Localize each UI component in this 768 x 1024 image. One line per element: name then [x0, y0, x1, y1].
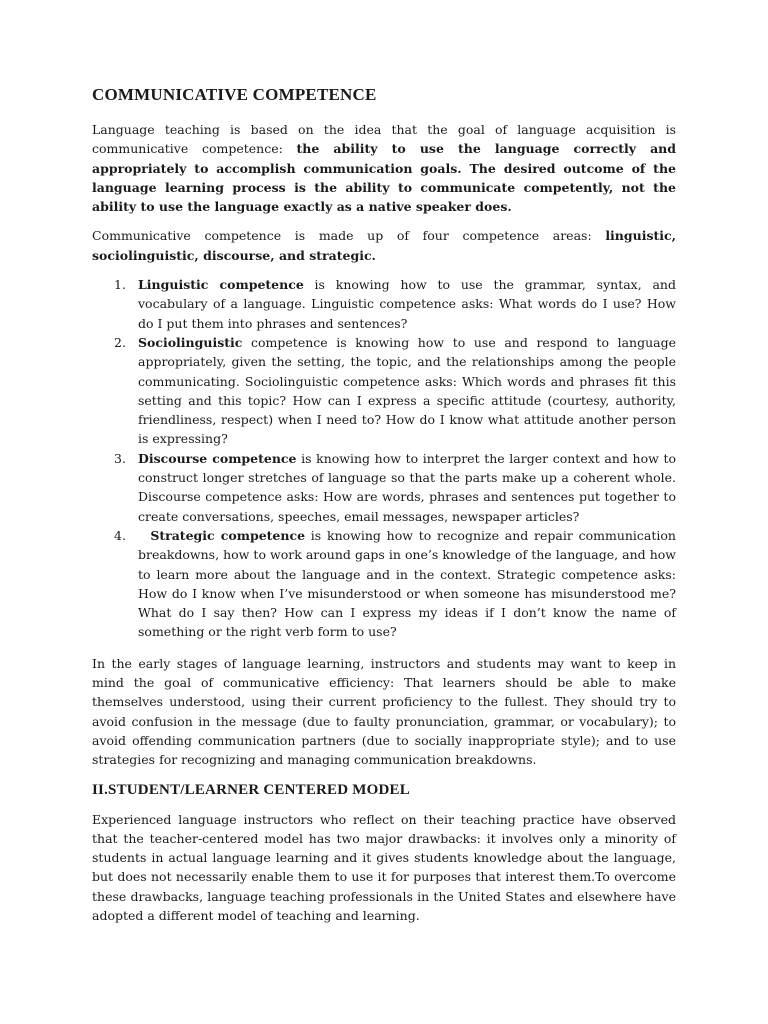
page-title: COMMUNICATIVE COMPETENCE: [92, 85, 377, 104]
areas-bold-text: linguistic, sociolinguistic, discourse, and strategic.: [92, 228, 676, 263]
list-item-strategic: [114, 526, 676, 642]
list-item-term: Discourse competence: [138, 450, 297, 466]
list-item-number: 2.: [114, 334, 126, 350]
list-item-discourse: [114, 449, 677, 526]
list-item-number: 3.: [114, 450, 126, 466]
list-item-linguistic: [114, 275, 676, 333]
list-item-number: 4.: [114, 527, 126, 543]
areas-text: Communicative competence is made up of four competence areas:: [92, 228, 606, 244]
section-title: II.STUDENT/LEARNER CENTERED MODEL: [92, 781, 410, 798]
list-item-term: Sociolinguistic: [138, 334, 243, 350]
efficiency-paragraph: In the early stages of language learning, instructors and students may want to keep in mind the goal of communicative efficiency: That learners should be able to make themselves understood, using their current proficiency to the fullest. They should try to avoid confusion in the message (due to faulty pronunciation, grammar, or vocabulary); to avoid offending communication partners (due to socially inappropriate style); and to use strategies for recognizing and managing communication breakdowns.: [92, 655, 676, 768]
competence-list: [92, 275, 676, 642]
list-item-text: is knowing how to interpret the larger context and how to construct longer stretches of language so that the parts make up a coherent whole. Discourse competence asks: How are words, phrases and sentences put together to create conversations, speeches, email messages, newspaper articles?: [138, 450, 677, 524]
section-paragraph: Experienced language instructors who reflect on their teaching practice have observed that the teacher-centered model has two major drawbacks: it involves only a minority of students in actual language learning and it gives students knowledge about the language, but does not necessarily enable them to use it for purposes that interest them.To overcome these drawbacks, language teaching professionals in the United States and elsewhere have adopted a different model of teaching and learning.: [92, 811, 676, 923]
list-item-term: Strategic competence: [138, 527, 306, 543]
list-item-term: Linguistic competence: [138, 277, 304, 293]
list-item-sociolinguistic: [114, 333, 676, 449]
list-item-text: competence is knowing how to use and respond to language appropriately, given the setting, the topic, and the relationships among the people communicating. Sociolinguistic competence asks: Which words and phrases fit this setting and this topic? How can I express a specific attitude (courtesy, authority, friendliness, respect) when I need to? How do I know what attitude another person is expressing?: [138, 334, 676, 447]
intro-text: Language teaching is based on the idea that the goal of language acquisition is communicative competence:: [92, 122, 676, 157]
areas-paragraph: [92, 226, 676, 265]
list-item-number: 1.: [114, 277, 126, 293]
list-item-text: is knowing how to use the grammar, syntax, and vocabulary of a language. Linguistic competence asks: What words do I use? How do I put them into phrases and sentences?: [138, 277, 676, 331]
intro-bold-text: the ability to use the language correctly and appropriately to accomplish communication goals. The desired outcome of the language learning process is the ability to communicate competently, not the ability to use the language exactly as a native speaker does.: [92, 141, 676, 215]
intro-paragraph: [92, 120, 676, 216]
list-item-text: is knowing how to recognize and repair communication breakdowns, how to work around gaps in one’s knowledge of the language, and how to learn more about the language and in the context. Strategic competence asks: How do I know when I’ve misunderstood or when someone has misunderstood me? What do I say then? How can I express my ideas if I don’t know the name of something or the right verb form to use?: [138, 527, 676, 640]
